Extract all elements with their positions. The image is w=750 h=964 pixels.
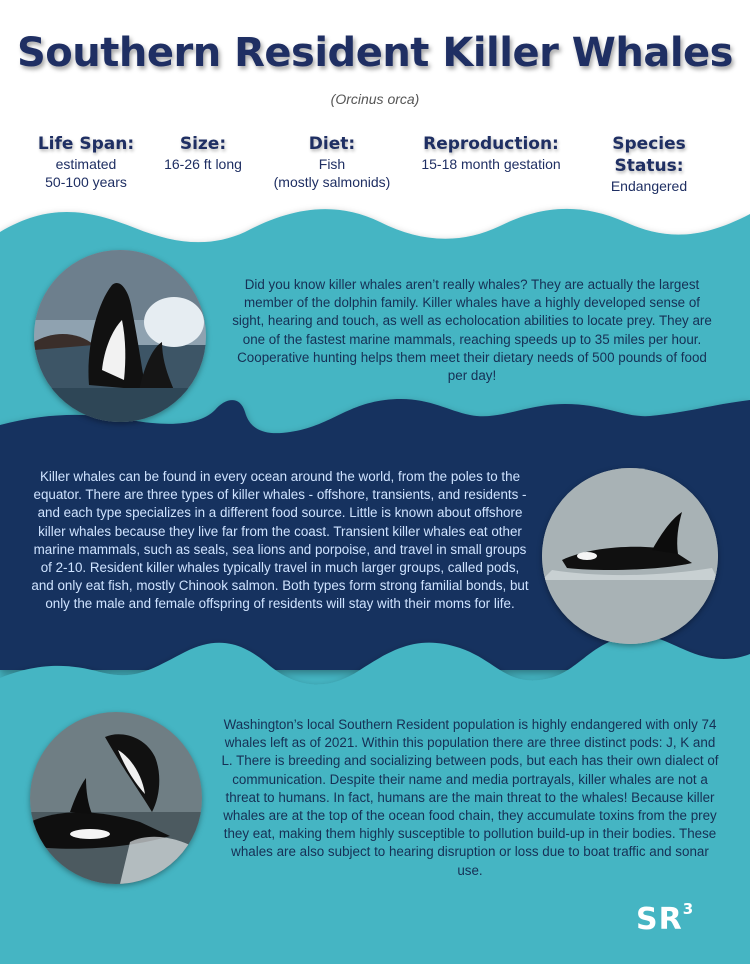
fact-value: 15-18 month gestation (421, 156, 561, 172)
logo-text: SR (636, 902, 683, 937)
sr3-logo (636, 902, 694, 937)
fact-label: Size: (179, 134, 227, 154)
section-2-text: Killer whales can be found in every ocean around the world, from the poles to the equator. There are three types of killer whales - offshore, transients, and residents - and each type specializes in a different food source. Little is known about offshore killer whales because they live far from the coast. Transient killer whales eat other marine mammals, such as seals, sea lions and porpoise, and travel in small groups of 2-10. Resident killer whales typically travel in much larger groups, called pods, and only eat fish, mostly Chinook salmon. Both types form strong familial bonds, but only the male and female offspring of residents will stay with their moms for life. (31, 469, 529, 612)
fact-label: Reproduction: (423, 134, 559, 154)
fact-label: Species Status: (612, 134, 686, 176)
photo-breaching-orcas (30, 712, 202, 884)
section-3-text: Washington’s local Southern Resident population is highly endangered with only 74 whales left as of 2021. Within this population there are three distinct pods: J, K and L. There is breeding and socializing between pods, but each has their own dialect of communication. Despite their name and media portrayals, killer whales are not a threat to humans. In fact, humans are the main threat to the whales! Because killer whales are at the top of the ocean food chain, they accumulate toxins from the prey they eat, making them highly susceptible to pollution build-up in their bodies. These whales are also subject to hearing disruption or loss due to boat traffic and sonar use. (221, 717, 719, 878)
fact-label: Life Span: (37, 134, 135, 154)
fact-value: estimated 50-100 years (45, 156, 127, 190)
fact-species-status (578, 133, 720, 195)
fact-reproduction (410, 133, 572, 173)
fact-diet (262, 133, 402, 191)
fact-value: Endangered (610, 178, 688, 194)
scientific-name: (Orcinus orca) (330, 91, 420, 107)
section-1-text: Did you know killer whales aren’t really whales? They are actually the largest member of the dolphin family. Killer whales have a highly developed sense of sight, hearing and touch, as well as echolocation abilities to locate prey. They are one of the fastest marine mammals, reaching speeds up to 35 miles per hour. Cooperative hunting helps them meet their dietary needs of 500 pounds of food per day! (232, 277, 712, 384)
photo-orca-surfacing (542, 468, 718, 644)
photo-spyhopping-orca (34, 250, 206, 422)
page-title: Southern Resident Killer Whales (16, 30, 733, 76)
fact-value: Fish (mostly salmonids) (273, 156, 391, 190)
fact-life-span (22, 133, 150, 191)
fact-label: Diet: (308, 134, 356, 154)
fact-value: 16-26 ft long (164, 156, 242, 172)
fact-size (148, 133, 258, 173)
logo-superscript: 3 (682, 900, 695, 918)
